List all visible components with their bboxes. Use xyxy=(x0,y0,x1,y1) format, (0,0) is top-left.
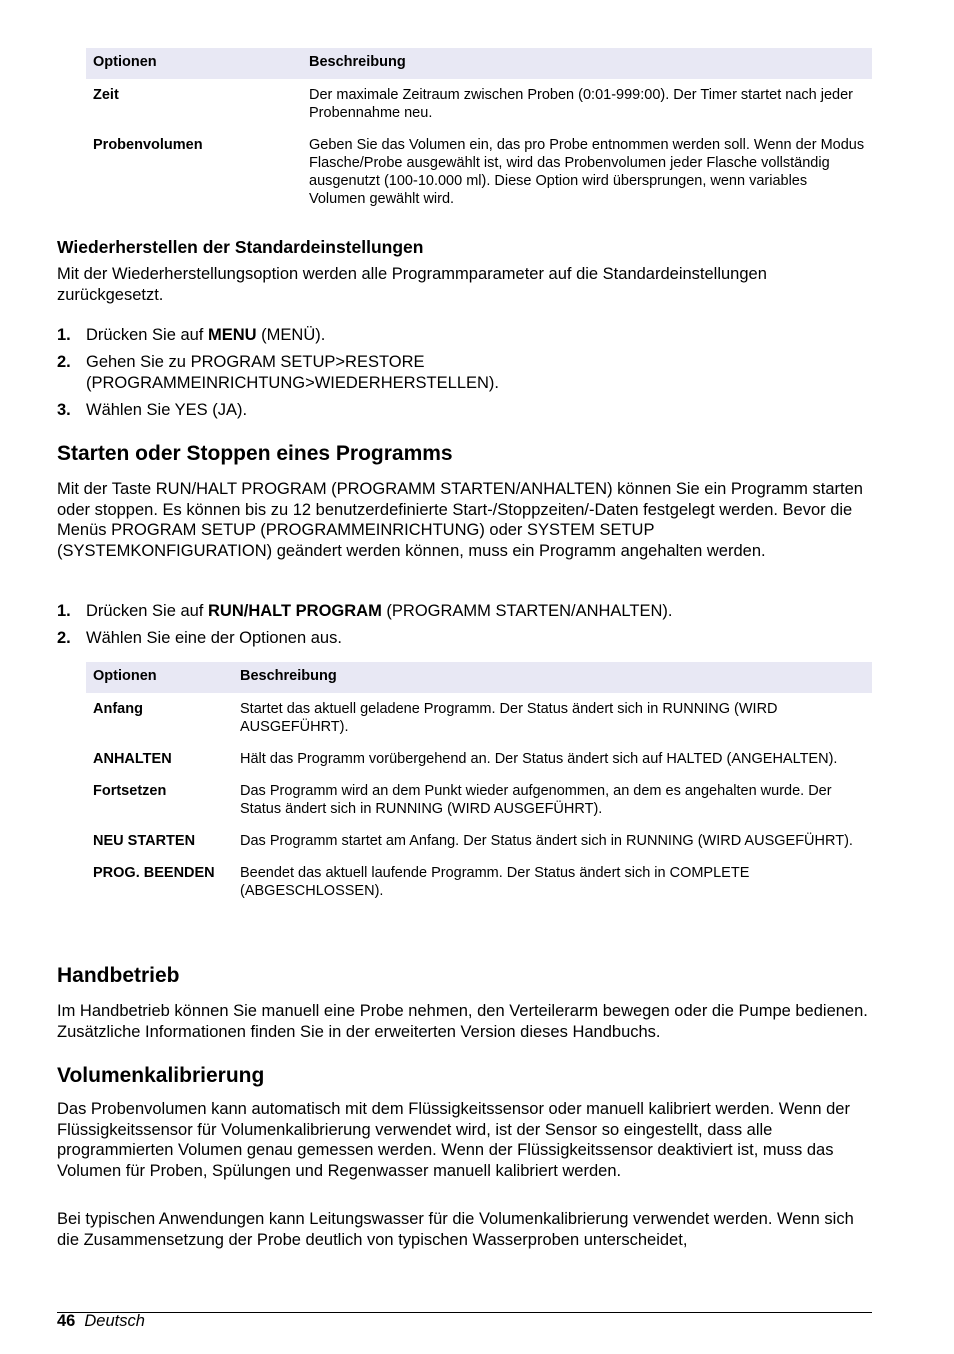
step-text: Wählen Sie eine der Optionen aus. xyxy=(86,629,342,647)
table-row xyxy=(86,857,872,907)
step-number: 2. xyxy=(57,629,71,647)
table-row xyxy=(86,775,872,825)
step-number: 1. xyxy=(57,602,71,620)
step-number: 3. xyxy=(57,401,71,419)
option-description: Beendet das aktuell laufende Programm. Der Status ändert sich in COMPLETE (ABGESCHLOSSEN). xyxy=(240,865,750,899)
footer-divider xyxy=(57,1312,872,1313)
table-row xyxy=(86,129,872,215)
option-name: ANHALTEN xyxy=(93,751,172,767)
restore-steps xyxy=(57,325,872,427)
calibration-paragraph-2: Bei typischen Anwendungen kann Leitungswasser für die Volumenkalibrierung verwendet werden. Wenn sich die Zusammensetzung der Probe deutlich von typischen Wasserproben unterscheidet, xyxy=(57,1210,854,1249)
option-description: Geben Sie das Volumen ein, das pro Probe entnommen werden soll. Wenn der Modus Flasche/Probe ausgewählt ist, wird das Probenvolumen jeder Flasche vollständig ausgenutzt (100-10.000 ml). Diese Option wird übersprungen, wenn variables Volumen gewählt wird. xyxy=(309,137,865,207)
table-row xyxy=(86,743,872,775)
step-key: MENU xyxy=(207,326,257,344)
column-header-description: Beschreibung xyxy=(302,48,872,79)
list-item xyxy=(57,325,872,346)
list-item xyxy=(57,601,872,622)
option-description: Hält das Programm vorübergehend an. Der Status ändert sich auf HALTED (ANGEHALTEN). xyxy=(240,751,838,767)
option-name: PROG. BEENDEN xyxy=(93,865,215,881)
option-description: Das Programm startet am Anfang. Der Status ändert sich in RUNNING (WIRD AUSGEFÜHRT). xyxy=(240,833,853,849)
table-row xyxy=(86,825,872,857)
manual-text: Im Handbetrieb können Sie manuell eine Probe nehmen, den Verteilerarm bewegen oder die Pumpe bedienen. Zusätzliche Informationen finden Sie in der erweiterten Version dieses Handbuchs. xyxy=(57,1002,868,1041)
options-table-timing xyxy=(86,48,872,215)
list-item xyxy=(57,352,872,394)
option-description: Das Programm wird an dem Punkt wieder aufgenommen, an dem es angehalten wurde. Der Status ändert sich in RUNNING (WIRD AUSGEFÜHRT). xyxy=(240,783,832,817)
manual-heading: Handbetrieb xyxy=(57,964,180,987)
startstop-intro: Mit der Taste RUN/HALT PROGRAM (PROGRAMM STARTEN/ANHALTEN) können Sie ein Programm starten oder stoppen. Es können bis zu 12 benutzerdefinierte Start-/Stoppzeiten/-Daten festgelegt werden. Bevor die Menüs PROGRAM SETUP (PROGRAMMEINRICHTUNG) oder SYSTEM SETUP (SYSTEMKONFIGURATION) geändert werden können, muss ein Programm angehalten werden. xyxy=(57,480,863,561)
table-row xyxy=(86,79,872,129)
column-header-options: Optionen xyxy=(86,48,302,79)
option-name: Anfang xyxy=(93,701,143,717)
footer-language: Deutsch xyxy=(84,1312,145,1330)
step-number: 2. xyxy=(57,353,71,371)
page-footer xyxy=(57,1312,145,1331)
list-item xyxy=(57,400,872,421)
restore-intro: Mit der Wiederherstellungsoption werden alle Programmparameter auf die Standardeinstellungen zurückgesetzt. xyxy=(57,265,767,304)
step-text: Wählen Sie YES (JA). xyxy=(86,401,248,419)
step-key: RUN/HALT PROGRAM xyxy=(207,602,382,620)
column-header-description: Beschreibung xyxy=(233,662,872,693)
option-name: Fortsetzen xyxy=(93,783,167,799)
table-row xyxy=(86,693,872,743)
restore-heading: Wiederherstellen der Standardeinstellungen xyxy=(57,237,424,257)
step-text: Drücken Sie auf xyxy=(86,326,208,344)
step-text-after: (MENÜ). xyxy=(256,326,326,344)
step-text-after: (PROGRAMM STARTEN/ANHALTEN). xyxy=(381,602,673,620)
page-number: 46 xyxy=(57,1312,76,1330)
startstop-heading: Starten oder Stoppen eines Programms xyxy=(57,442,453,465)
option-description: Der maximale Zeitraum zwischen Proben (0:01-999:00). Der Timer startet nach jeder Probennahme neu. xyxy=(309,87,853,121)
step-number: 1. xyxy=(57,326,71,344)
option-name: NEU STARTEN xyxy=(93,833,196,849)
column-header-options: Optionen xyxy=(86,662,233,693)
step-text: Gehen Sie zu PROGRAM SETUP>RESTORE (PROGRAMMEINRICHTUNG>WIEDERHERSTELLEN). xyxy=(86,353,499,392)
step-text: Drücken Sie auf xyxy=(86,602,208,620)
startstop-steps xyxy=(57,601,872,655)
options-table-program-control xyxy=(86,662,872,907)
table-header-row xyxy=(86,662,872,693)
option-name: Probenvolumen xyxy=(93,137,203,153)
list-item xyxy=(57,628,872,649)
table-header-row xyxy=(86,48,872,79)
calibration-heading: Volumenkalibrierung xyxy=(57,1064,265,1087)
option-description: Startet das aktuell geladene Programm. Der Status ändert sich in RUNNING (WIRD AUSGEFÜHRT). xyxy=(240,701,778,735)
option-name: Zeit xyxy=(93,87,119,103)
calibration-paragraph-1: Das Probenvolumen kann automatisch mit dem Flüssigkeitssensor oder manuell kalibriert werden. Wenn der Flüssigkeitssensor für Volumenkalibrierung verwendet wird, ist der Sensor so eingestellt, dass alle programmierten Volumen genau gemessen werden. Wenn der Flüssigkeitssensor deaktiviert ist, muss das Volumen für Proben, Spülungen und Regenwasser manuell kalibriert werden. xyxy=(57,1100,850,1181)
